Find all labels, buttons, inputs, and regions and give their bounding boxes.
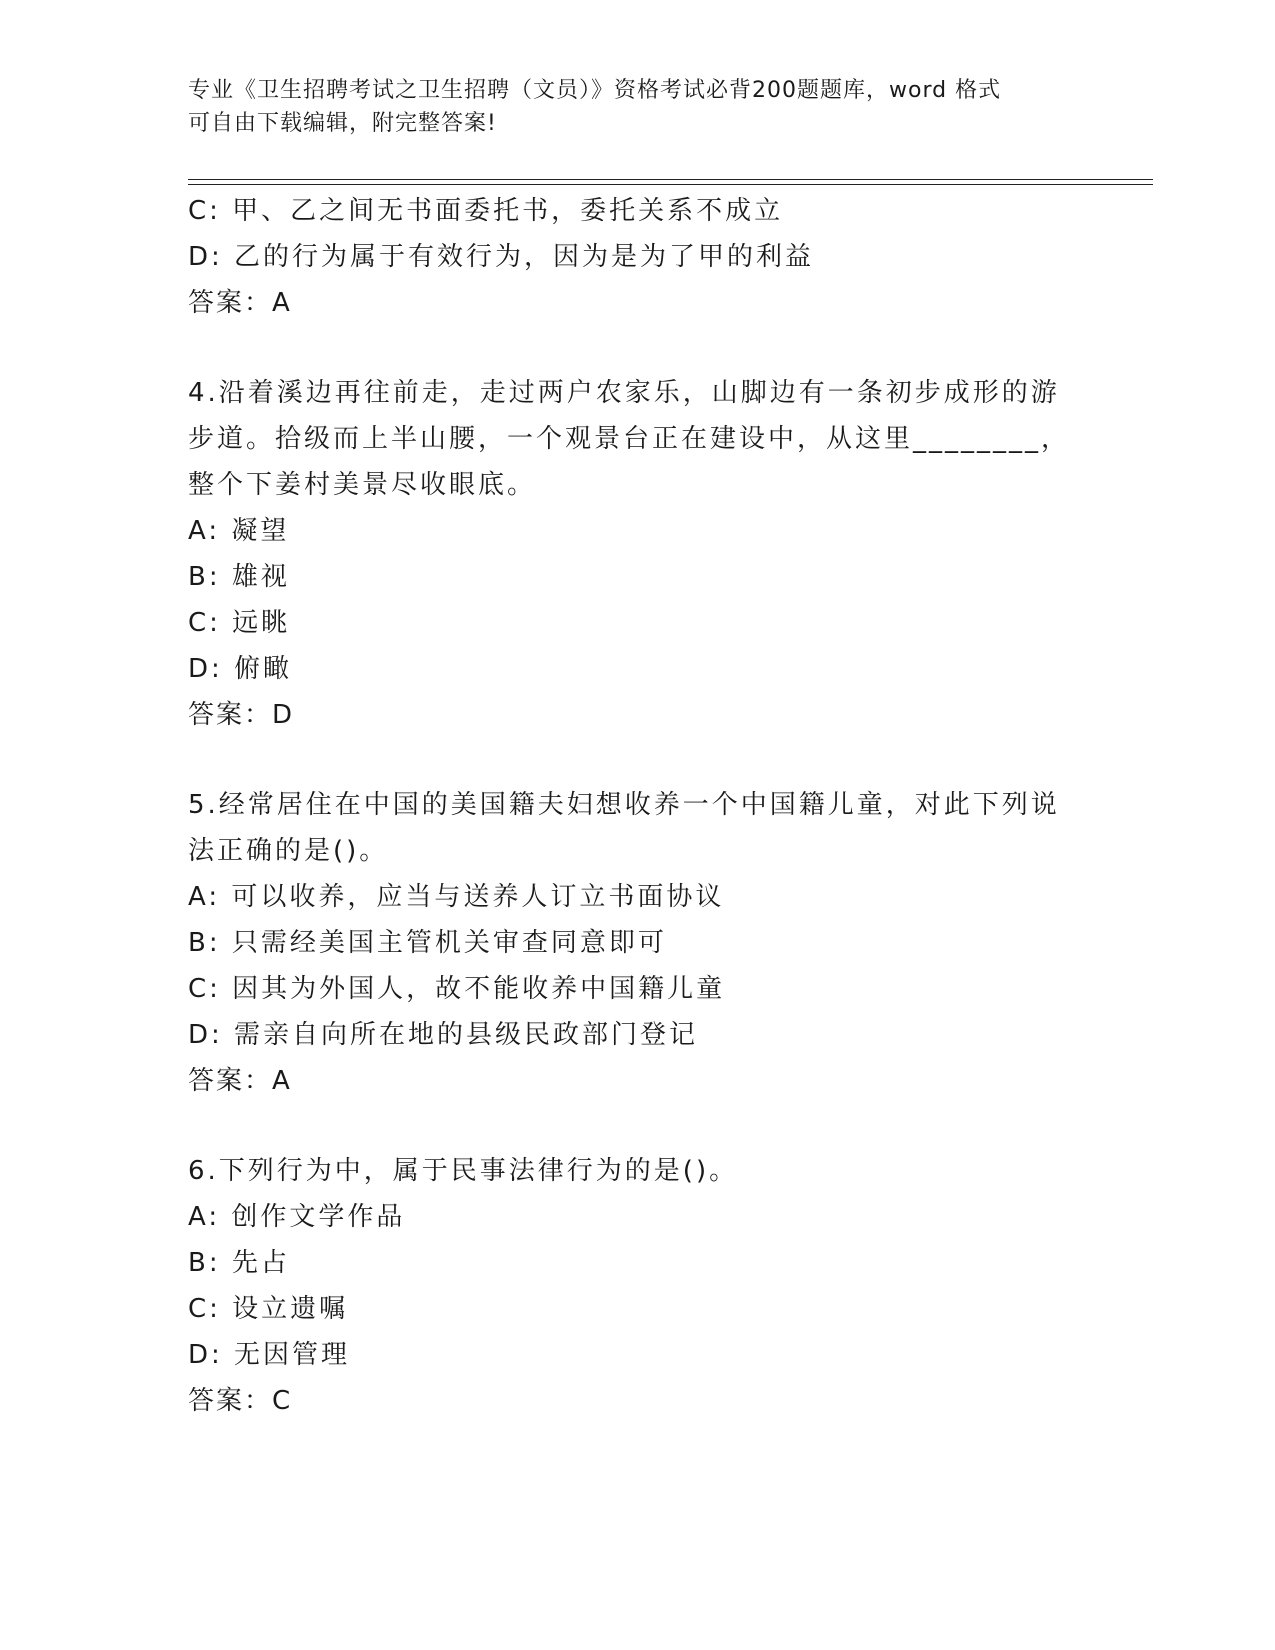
option-c: C: 甲、乙之间无书面委托书，委托关系不成立: [188, 196, 784, 226]
header-divider-bottom: [188, 184, 1153, 185]
header-title-line-1: 专业《卫生招聘考试之卫生招聘（文员）》资格考试必背200题题库，word 格式: [188, 78, 1002, 103]
option-a: A: 创作文学作品: [188, 1202, 406, 1232]
question-5: [188, 782, 1088, 1104]
question-text-line: 6.下列行为中，属于民事法律行为的是()。: [188, 1156, 739, 1186]
option-c: C: 远眺: [188, 608, 291, 638]
question-text-line: 5.经常居住在中国的美国籍夫妇想收养一个中国籍儿童，对此下列说: [188, 790, 1060, 820]
option-b: B: 只需经美国主管机关审查同意即可: [188, 928, 667, 958]
answer: 答案：C: [188, 1386, 293, 1416]
spacer: [188, 326, 1088, 370]
answer: 答案：A: [188, 1066, 292, 1096]
question-text-line: 步道。拾级而上半山腰，一个观景台正在建设中，从这里________，: [188, 424, 1071, 454]
question-text-line: 4.沿着溪边再往前走，走过两户农家乐，山脚边有一条初步成形的游: [188, 378, 1060, 408]
spacer: [188, 1104, 1088, 1148]
option-c: C: 设立遗嘱: [188, 1294, 349, 1324]
answer: 答案：A: [188, 288, 292, 318]
document-header: [188, 74, 1088, 140]
option-a: A: 凝望: [188, 516, 290, 546]
question-text-line: 整个下姜村美景尽收眼底。: [188, 470, 537, 500]
question-4: [188, 370, 1088, 738]
option-d: D: 乙的行为属于有效行为，因为是为了甲的利益: [188, 242, 815, 272]
option-d: D: 俯瞰: [188, 654, 293, 684]
option-d: D: 无因管理: [188, 1340, 351, 1370]
option-b: B: 先占: [188, 1248, 290, 1278]
option-c: C: 因其为外国人，故不能收养中国籍儿童: [188, 974, 726, 1004]
option-b: B: 雄视: [188, 562, 290, 592]
question-3-tail: [188, 188, 1088, 326]
option-d: D: 需亲自向所在地的县级民政部门登记: [188, 1020, 699, 1050]
option-a: A: 可以收养，应当与送养人订立书面协议: [188, 882, 725, 912]
question-content: [188, 188, 1088, 1424]
header-title-line-2: 可自由下载编辑，附完整答案!: [188, 111, 497, 136]
question-text-line: 法正确的是()。: [188, 836, 389, 866]
question-6: [188, 1148, 1088, 1424]
answer: 答案：D: [188, 700, 295, 730]
header-divider-top: [188, 179, 1153, 180]
spacer: [188, 738, 1088, 782]
